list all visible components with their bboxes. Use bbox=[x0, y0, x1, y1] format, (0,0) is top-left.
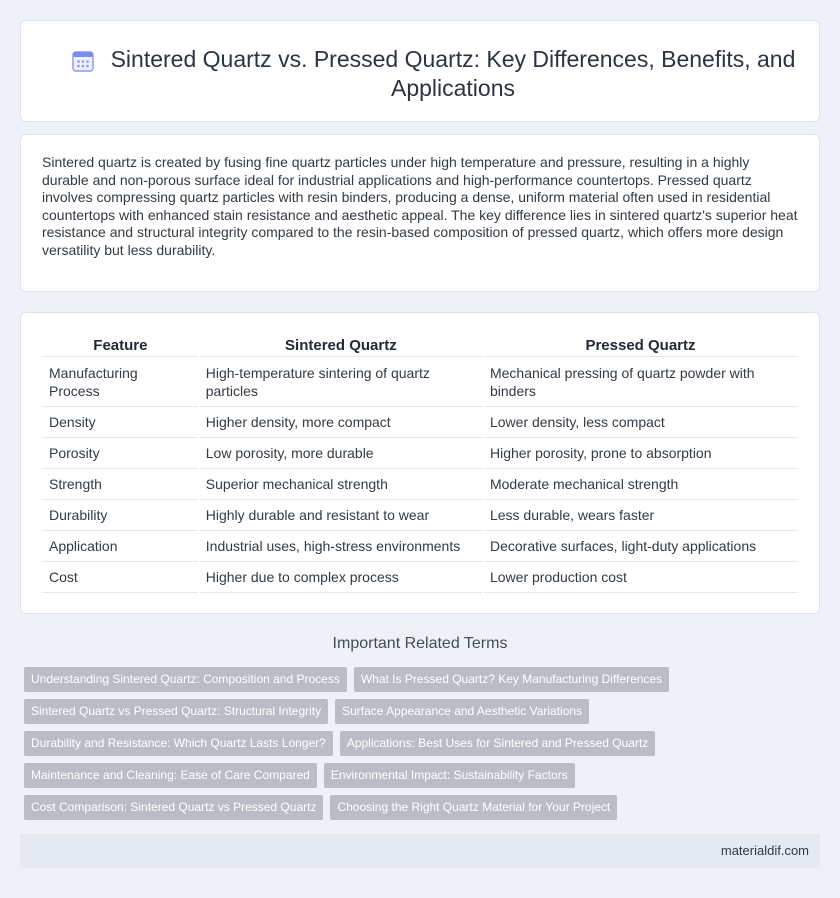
header-sintered: Sintered Quartz bbox=[200, 336, 482, 357]
table-cell: Higher due to complex process bbox=[200, 562, 482, 593]
table-cell: Highly durable and resistant to wear bbox=[200, 500, 482, 531]
title-card bbox=[20, 20, 820, 122]
related-term-tag[interactable]: Surface Appearance and Aesthetic Variations bbox=[335, 699, 589, 724]
table-row bbox=[43, 469, 797, 500]
header-pressed: Pressed Quartz bbox=[484, 336, 797, 357]
table-row bbox=[43, 438, 797, 469]
table-cell: Less durable, wears faster bbox=[484, 500, 797, 531]
related-term-tag[interactable]: Sintered Quartz vs Pressed Quartz: Structural Integrity bbox=[24, 699, 328, 724]
footer bbox=[20, 834, 820, 868]
table-cell: Decorative surfaces, light-duty applications bbox=[484, 531, 797, 562]
table-row bbox=[43, 407, 797, 438]
related-term-tag[interactable]: Cost Comparison: Sintered Quartz vs Pressed Quartz bbox=[24, 795, 323, 820]
table-cell: High-temperature sintering of quartz particles bbox=[200, 357, 482, 407]
table-cell: Low porosity, more durable bbox=[200, 438, 482, 469]
related-term-tag[interactable]: Choosing the Right Quartz Material for Your Project bbox=[330, 795, 617, 820]
comparison-table bbox=[41, 336, 799, 593]
footer-site-link[interactable]: materialdif.com bbox=[720, 843, 809, 858]
table-cell: Lower production cost bbox=[484, 562, 797, 593]
intro-card bbox=[20, 134, 820, 292]
table-row bbox=[43, 531, 797, 562]
table-row bbox=[43, 500, 797, 531]
page-title: Sintered Quartz vs. Pressed Quartz: Key Differences, Benefits, and Applications bbox=[110, 46, 796, 101]
table-cell: Porosity bbox=[43, 438, 198, 469]
table-cell: Industrial uses, high-stress environments bbox=[200, 531, 482, 562]
calendar-icon bbox=[71, 49, 95, 73]
related-term-tag[interactable]: What Is Pressed Quartz? Key Manufacturing Differences bbox=[354, 667, 669, 692]
related-terms-list bbox=[24, 667, 804, 827]
table-cell: Manufacturing Process bbox=[43, 357, 198, 407]
table-cell: Moderate mechanical strength bbox=[484, 469, 797, 500]
header-feature: Feature bbox=[43, 336, 198, 357]
related-term-tag[interactable]: Maintenance and Cleaning: Ease of Care Compared bbox=[24, 763, 317, 788]
table-cell: Cost bbox=[43, 562, 198, 593]
table-cell: Superior mechanical strength bbox=[200, 469, 482, 500]
table-cell: Application bbox=[43, 531, 198, 562]
table-cell: Mechanical pressing of quartz powder with binders bbox=[484, 357, 797, 407]
related-term-tag[interactable]: Understanding Sintered Quartz: Composition and Process bbox=[24, 667, 347, 692]
table-cell: Lower density, less compact bbox=[484, 407, 797, 438]
related-term-tag[interactable]: Applications: Best Uses for Sintered and Pressed Quartz bbox=[340, 731, 655, 756]
comparison-card bbox=[20, 312, 820, 614]
table-cell: Higher porosity, prone to absorption bbox=[484, 438, 797, 469]
related-term-tag[interactable]: Environmental Impact: Sustainability Factors bbox=[324, 763, 575, 788]
table-cell: Density bbox=[43, 407, 198, 438]
related-terms-heading: Important Related Terms bbox=[332, 635, 508, 652]
table-cell: Higher density, more compact bbox=[200, 407, 482, 438]
table-row bbox=[43, 357, 797, 407]
table-cell: Strength bbox=[43, 469, 198, 500]
table-cell: Durability bbox=[43, 500, 198, 531]
table-header-row bbox=[43, 336, 797, 357]
intro-paragraph: Sintered quartz is created by fusing fine quartz particles under high temperature and pressure, resulting in a highly durable and non-porous surface ideal for industrial applications and high-performance countertops. Pressed quartz involves compressing quartz particles with resin binders, producing a dense, uniform material often used in residential countertops with enhanced stain resistance and aesthetic appeal. The key difference lies in sintered quartz's superior heat resistance and structural integrity compared to the resin-based composition of pressed quartz, which offers more design versatility but less durability. bbox=[42, 154, 798, 258]
related-term-tag[interactable]: Durability and Resistance: Which Quartz Lasts Longer? bbox=[24, 731, 333, 756]
table-row bbox=[43, 562, 797, 593]
